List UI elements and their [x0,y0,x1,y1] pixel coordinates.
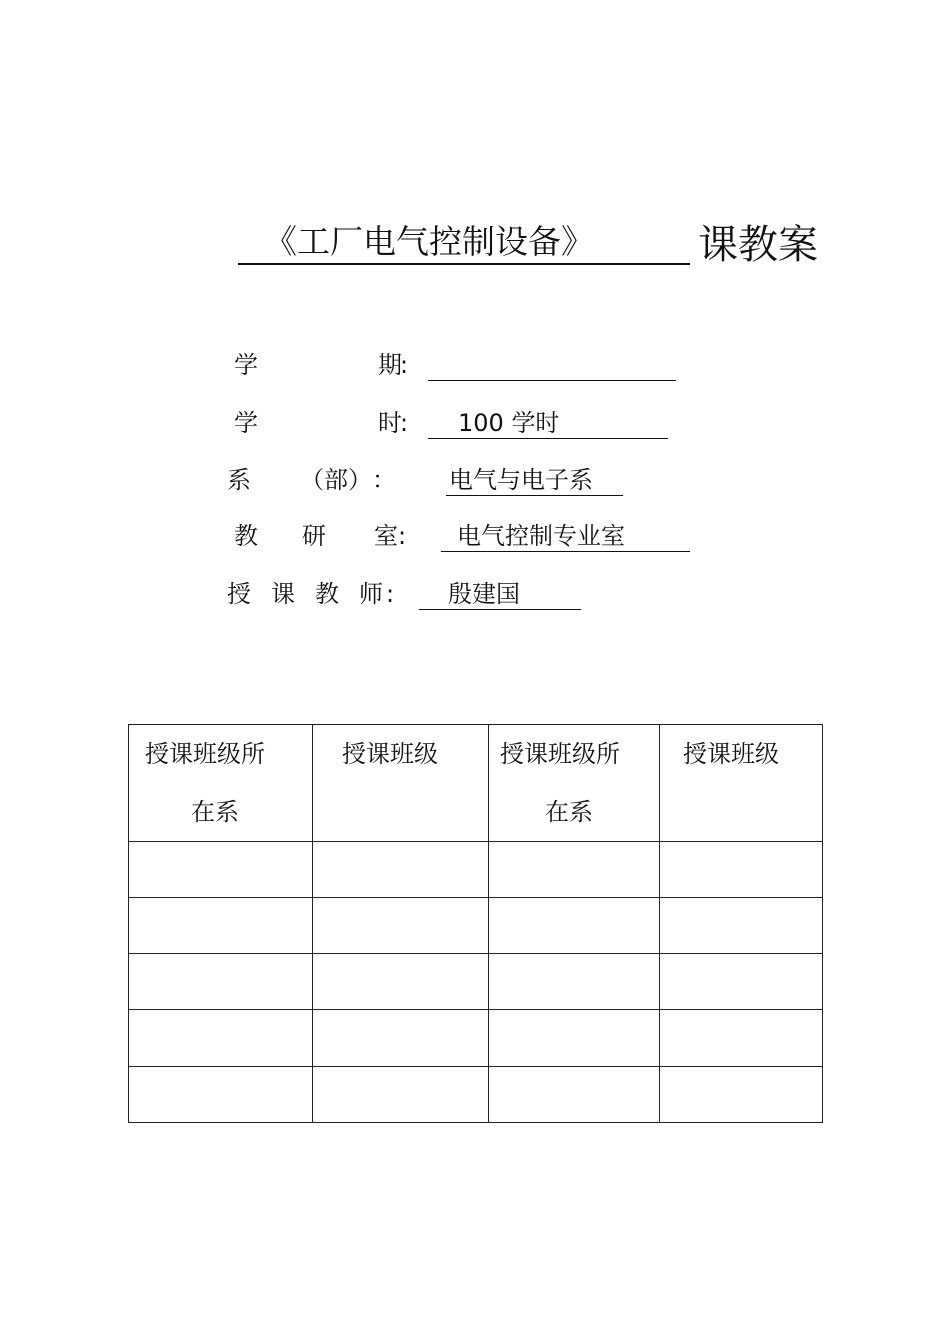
hours-row [0,408,950,440]
table-cell[interactable] [129,1010,313,1067]
semester-label-char2: 期 [378,351,402,379]
table-cell[interactable] [129,954,313,1010]
header-text-line2: 在系 [191,798,239,826]
header-text-line1: 授课班级所 [500,740,620,768]
department-label-char1: 系 [227,466,251,494]
table-cell[interactable] [489,1067,660,1123]
table-row [129,898,823,954]
table-row [129,1067,823,1123]
teacher-colon: : [386,580,395,608]
teacher-label-char2: 课 [271,580,295,608]
department-colon: ： [372,466,396,494]
office-row [0,521,950,553]
hours-label-char2: 时 [378,409,402,437]
table-cell[interactable] [313,898,489,954]
header-cell-class-department-1 [129,725,313,842]
header-text-line1: 授课班级 [342,740,438,768]
table-cell[interactable] [313,1067,489,1123]
semester-label-char1: 学 [234,351,258,379]
table-cell[interactable] [660,898,823,954]
header-cell-class-2 [660,725,823,842]
teacher-row [0,579,950,611]
office-label-char1: 教 [234,522,258,550]
semester-colon: : [400,351,409,379]
teacher-value: 殷建国 [448,580,520,608]
hours-value: 100 学时 [458,409,560,437]
class-table [128,724,823,1123]
office-label-char2: 研 [302,522,326,550]
office-label-char3: 室 [374,522,398,550]
table-cell[interactable] [313,1010,489,1067]
hours-label-char1: 学 [234,409,258,437]
hours-colon: : [400,409,409,437]
department-label-part2: （部） [300,466,372,494]
teacher-label-char4: 师 [359,580,383,608]
table-cell[interactable] [660,1067,823,1123]
table-cell[interactable] [489,842,660,898]
table-header-row [129,725,823,842]
table-cell[interactable] [660,842,823,898]
table-cell[interactable] [489,898,660,954]
table-cell[interactable] [313,842,489,898]
teacher-label-char3: 教 [315,580,339,608]
table-cell[interactable] [660,954,823,1010]
teacher-label-char1: 授 [227,580,251,608]
semester-field[interactable] [428,350,676,381]
header-cell-class-department-2 [489,725,660,842]
table-row [129,842,823,898]
table-row [129,1010,823,1067]
table-cell[interactable] [129,842,313,898]
table-cell[interactable] [489,954,660,1010]
table-cell[interactable] [660,1010,823,1067]
department-row [0,465,950,497]
header-cell-class-1 [313,725,489,842]
course-title-suffix: 课教案 [698,222,818,268]
table-cell[interactable] [129,1067,313,1123]
office-colon: : [398,522,407,550]
header-text-line1: 授课班级所 [145,740,265,768]
table-cell[interactable] [129,898,313,954]
table-cell[interactable] [489,1010,660,1067]
semester-row [0,350,950,382]
office-value: 电气控制专业室 [457,522,625,550]
table-row [129,954,823,1010]
table-cell[interactable] [313,954,489,1010]
header-text-line1: 授课班级 [683,740,779,768]
department-value: 电气与电子系 [449,466,593,494]
header-text-line2: 在系 [545,798,593,826]
course-title: 《工厂电气控制设备》 [264,222,594,261]
